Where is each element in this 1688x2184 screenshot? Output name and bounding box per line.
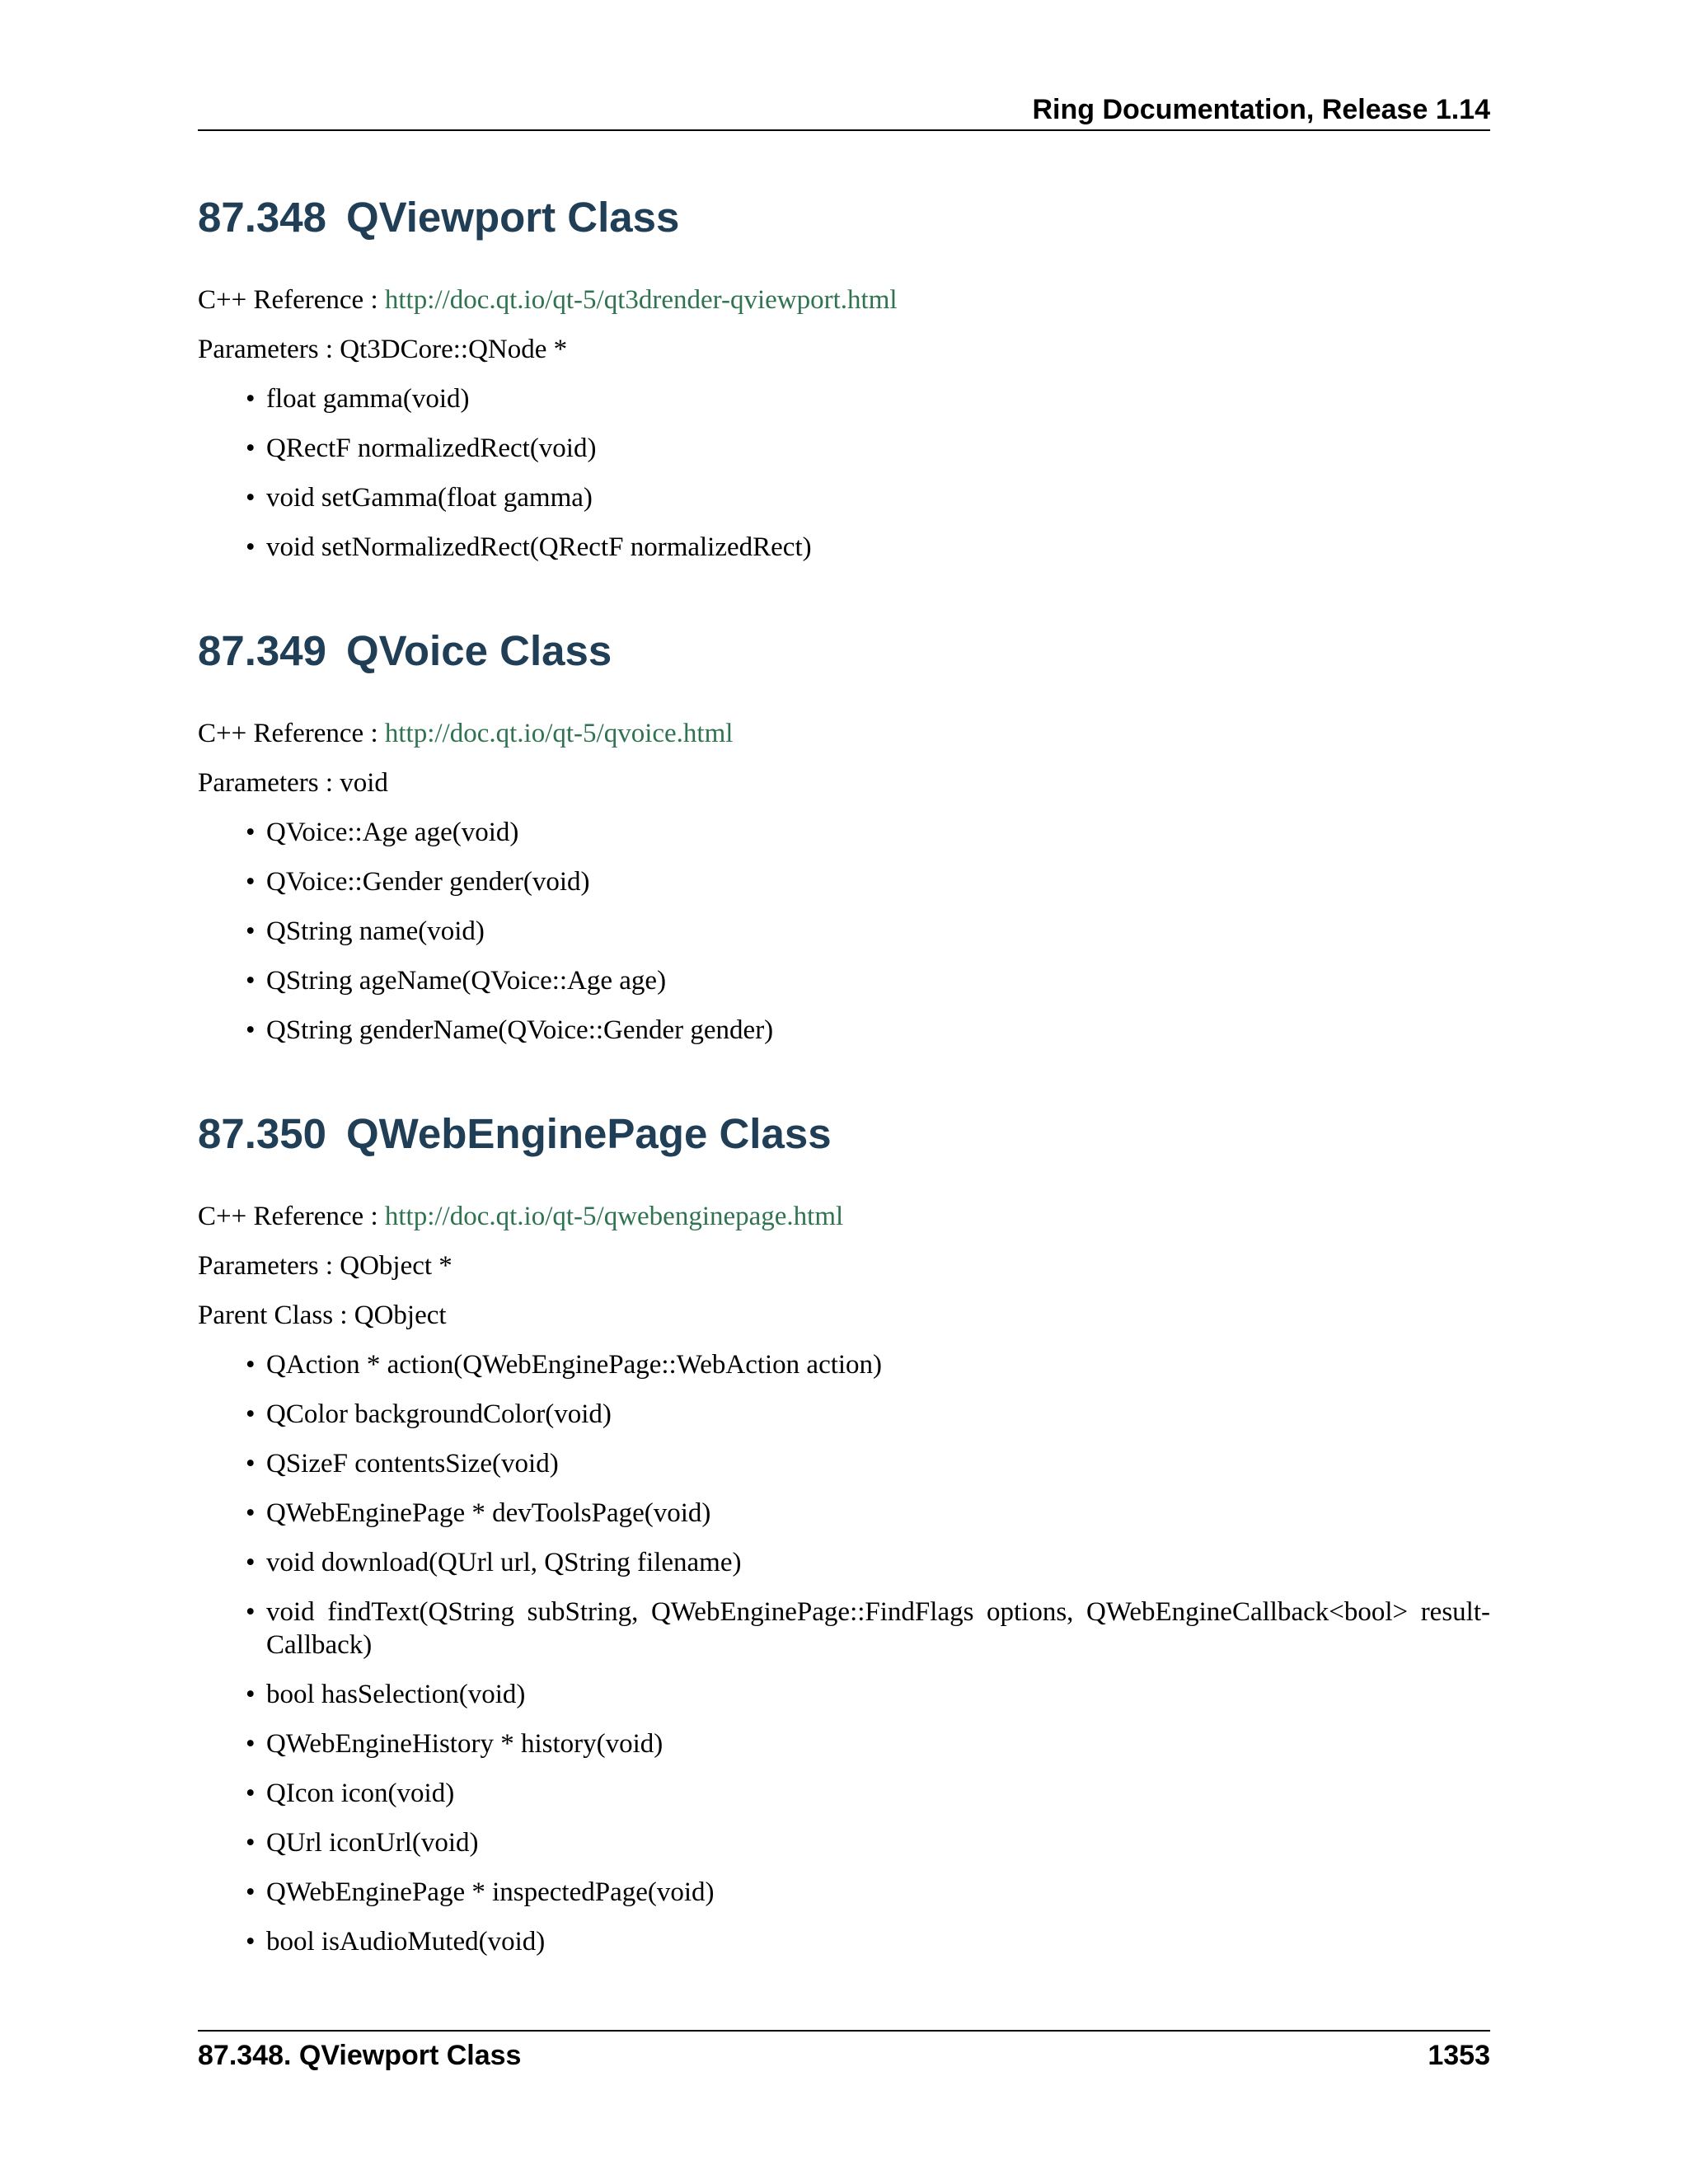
bullet-icon: •: [246, 1877, 256, 1907]
list-item: [198, 1014, 1490, 1047]
method-signature: QVoice::Gender gender(void): [266, 867, 590, 897]
list-item: [198, 915, 1490, 948]
bullet-icon: •: [246, 1597, 256, 1627]
bullet-icon: •: [246, 916, 256, 946]
bullet-icon: •: [246, 1015, 256, 1045]
list-item: [198, 964, 1490, 997]
method-signature: QIcon icon(void): [266, 1779, 455, 1808]
reference-link[interactable]: http://doc.qt.io/qt-5/qt3drender-qviewport.html: [384, 285, 898, 315]
page-number: 1353: [1428, 2040, 1490, 2071]
bullet-icon: •: [246, 483, 256, 513]
method-signature: QColor backgroundColor(void): [266, 1399, 612, 1429]
method-signature: QWebEnginePage * inspectedPage(void): [266, 1877, 715, 1907]
list-item: [198, 816, 1490, 849]
list-item: [198, 865, 1490, 898]
bullet-icon: •: [246, 434, 256, 463]
cpp-reference-qvoice: [198, 717, 733, 750]
method-signature: bool hasSelection(void): [266, 1680, 526, 1709]
running-header: Ring Documentation, Release 1.14: [1032, 94, 1490, 125]
method-signature: void setNormalizedRect(QRectF normalizedRect): [266, 532, 812, 562]
list-item: [198, 1398, 1490, 1431]
bullet-icon: •: [246, 1498, 256, 1528]
method-signature: void download(QUrl url, QString filename): [266, 1548, 742, 1577]
section-title-qvoice: [198, 626, 612, 676]
bullet-icon: •: [246, 818, 256, 847]
method-signature: QRectF normalizedRect(void): [266, 434, 597, 463]
footer-section-label: 87.348. QViewport Class: [198, 2040, 522, 2071]
bullet-icon: •: [246, 532, 256, 562]
list-item: [198, 432, 1490, 465]
list-item: [198, 382, 1490, 415]
list-item: [198, 1678, 1490, 1711]
method-signature: QWebEnginePage * devToolsPage(void): [266, 1498, 711, 1528]
section-title-qwebenginepage: [198, 1109, 832, 1159]
bullet-icon: •: [246, 1779, 256, 1808]
method-signature: QVoice::Age age(void): [266, 818, 519, 847]
reference-label: C++ Reference :: [198, 1202, 378, 1231]
list-item: [198, 1925, 1490, 1958]
method-list-qwebenginepage: [198, 1348, 1490, 1975]
list-item: [198, 1826, 1490, 1859]
method-list-qvoice: [198, 816, 1490, 1063]
bullet-icon: •: [246, 1927, 256, 1957]
bullet-icon: •: [246, 1449, 256, 1479]
parameters-qviewport: Parameters : Qt3DCore::QNode *: [198, 335, 568, 364]
footer-rule: [198, 2030, 1490, 2032]
method-signature: QString genderName(QVoice::Gender gender): [266, 1015, 774, 1045]
section-name: QWebEnginePage Class: [346, 1110, 832, 1157]
list-item: [198, 1777, 1490, 1810]
bullet-icon: •: [246, 1399, 256, 1429]
header-rule: [198, 129, 1490, 131]
parent-class-qwebenginepage: Parent Class : QObject: [198, 1301, 447, 1330]
list-item: [198, 531, 1490, 564]
bullet-icon: •: [246, 1350, 256, 1380]
method-signature: QSizeF contentsSize(void): [266, 1449, 559, 1479]
parameters-qwebenginepage: Parameters : QObject *: [198, 1251, 452, 1281]
section-title-qviewport: [198, 193, 679, 242]
cpp-reference-qwebenginepage: [198, 1200, 843, 1233]
bullet-icon: •: [246, 966, 256, 996]
list-item: [198, 1348, 1490, 1381]
method-signature: QUrl iconUrl(void): [266, 1828, 479, 1858]
section-name: QViewport Class: [346, 194, 680, 241]
list-item: [198, 1497, 1490, 1530]
method-signature: QWebEngineHistory * history(void): [266, 1729, 663, 1759]
list-item: [198, 1727, 1490, 1760]
bullet-icon: •: [246, 384, 256, 414]
bullet-icon: •: [246, 1680, 256, 1709]
list-item: [198, 481, 1490, 514]
method-list-qviewport: [198, 382, 1490, 580]
method-signature: QString ageName(QVoice::Age age): [266, 966, 667, 996]
method-signature: QAction * action(QWebEnginePage::WebAction action): [266, 1350, 883, 1380]
method-signature: bool isAudioMuted(void): [266, 1927, 546, 1957]
method-signature: void setGamma(float gamma): [266, 483, 593, 513]
method-signature: QString name(void): [266, 916, 485, 946]
section-number: 87.349: [198, 627, 326, 674]
bullet-icon: •: [246, 1548, 256, 1577]
bullet-icon: •: [246, 867, 256, 897]
cpp-reference-qviewport: [198, 284, 898, 316]
reference-link[interactable]: http://doc.qt.io/qt-5/qwebenginepage.html: [384, 1202, 844, 1231]
reference-label: C++ Reference :: [198, 719, 378, 748]
section-number: 87.350: [198, 1110, 326, 1157]
list-item: [198, 1546, 1490, 1579]
parameters-qvoice: Parameters : void: [198, 768, 388, 798]
list-item: [198, 1447, 1490, 1480]
reference-label: C++ Reference :: [198, 285, 378, 315]
method-signature: float gamma(void): [266, 384, 470, 414]
reference-link[interactable]: http://doc.qt.io/qt-5/qvoice.html: [384, 719, 734, 748]
section-name: QVoice Class: [346, 627, 612, 674]
list-item: [198, 1876, 1490, 1909]
method-signature: void findText(QString subString, QWebEnginePage::FindFlags options, QWebEngineCallback<bool> result- Callback): [266, 1597, 1490, 1660]
bullet-icon: •: [246, 1729, 256, 1759]
bullet-icon: •: [246, 1828, 256, 1858]
section-number: 87.348: [198, 194, 326, 241]
document-page: [198, 0, 1490, 2184]
list-item: [198, 1596, 1490, 1661]
